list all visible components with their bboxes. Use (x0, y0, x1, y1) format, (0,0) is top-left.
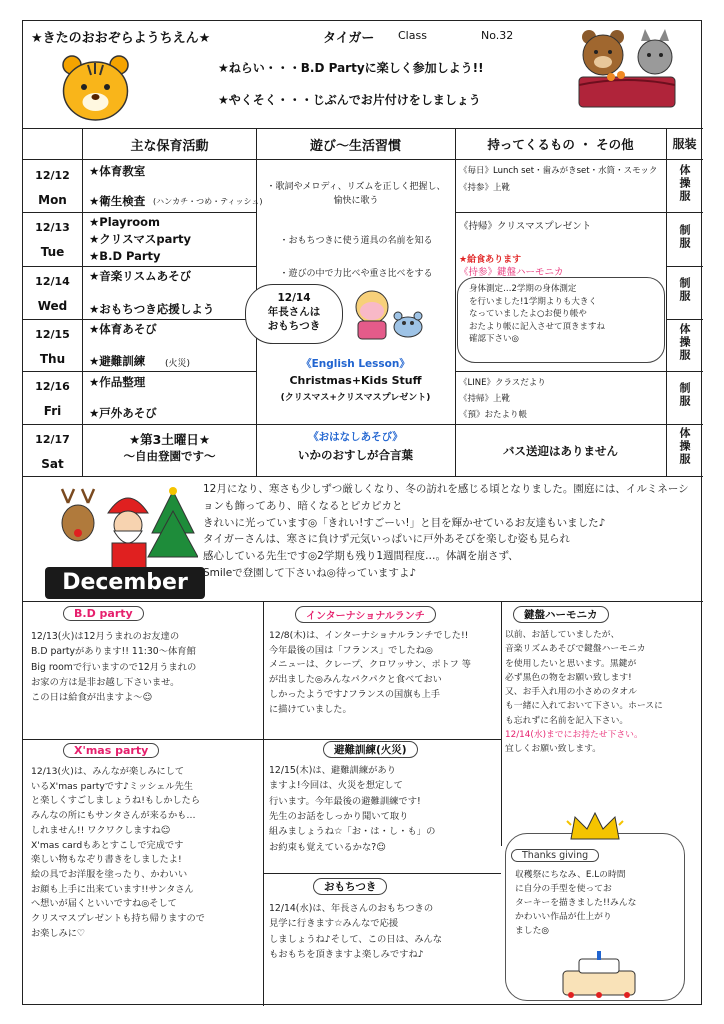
bring-tue-return: 《持帰》クリスマスプレゼント (459, 221, 592, 232)
activity-fri-1: ★作品整理 (89, 375, 146, 389)
activity-tue-2: ★クリスマスparty (89, 232, 192, 246)
mochi-speech-bubble: 12/14 年長さんは おもちつき (245, 284, 343, 344)
english-lesson-title: 《English Lesson》 (301, 358, 410, 370)
december-title: December (45, 567, 205, 599)
lunch-text: 12/8(木)は、インターナショナルランチでした!! 今年最後の国は「フランス」でしたね◎ メニューは、クレープ、クロワッサン、ポトフ 等 が出ました◎みんなパクパクと食べておい しかったようです♪フランスの国旗も上手 に描けていました。 (269, 630, 471, 715)
activity-mon-2: ★衛生検査 (89, 194, 146, 208)
header-uniform: 服装 (672, 137, 697, 151)
bring-mon-daily: 《毎日》Lunch set・歯みがきset・水筒・スモック (459, 166, 658, 176)
newsletter-page (22, 20, 702, 1005)
date-sat: 12/17 Sat (35, 433, 70, 471)
crown-icon (565, 809, 625, 843)
story-title: 《おはなしあそび》 (308, 431, 403, 443)
header-play: 遊び～生活習慣 (309, 139, 401, 154)
kenban-text: 以前、お話していましたが、 音楽リズムあそびで鍵盤ハーモニカ を使用したいと思います。黒鍵が 必ず黒色の物をお願い致します! 又、お手入れ用の小さめのタオル も一緒に入れておいて下さい。ホースに も忘れずに名前を記入下さい。 12/14(水)までにお持たせ下さい。 宜しくお願い致します。 (505, 630, 663, 754)
activity-sat-1: ★第3土曜日★ (128, 432, 211, 447)
drill-text: 12/15(木)は、避難訓練があり ますよ!今回は、火災を想定して 行います。今年最後の避難訓練です! 先生のお話をしっかり聞いて取り 組みましょうね☆「お・は・し・も」の お約束も覚えているかな?☺ (269, 765, 436, 853)
uniform-mon: 体操服 (678, 164, 691, 203)
issue-number: No.32 (481, 29, 514, 42)
activity-thu-note: (火災) (165, 359, 191, 369)
activity-mon-note: (ハンカチ・つめ・ティッシュ) (153, 197, 263, 206)
date-mon: 12/12 Mon (35, 169, 70, 207)
uniform-tue: 制服 (678, 224, 691, 250)
date-wed: 12/14 Wed (35, 275, 70, 313)
thanksgiving-text: 収穫祭にちなみ、E.Lの時間 に自分の手型を使ってお ターキーを描きました!!みんな かわいい作品が仕上がり ました◎ (515, 870, 637, 936)
bring-fri-notebook: 《預》おたより帳 (459, 410, 528, 420)
activity-wed-1: ★音楽リスムあそび (89, 269, 192, 283)
uniform-fri: 制服 (678, 382, 691, 408)
mochi-title: おもちつき (313, 878, 387, 895)
bd-party-title: B.D party (63, 606, 144, 621)
english-lesson-line2: (クリスマス+クリスマスプレゼント) (280, 393, 431, 403)
measurement-note: 身体測定…2学期の身体測定 を行いました!1学期よりも大きく なっていましたよ○お便り帳や おたより帳に記入させて頂きますね 確認下さい◎ (469, 284, 606, 345)
class-name: タイガー (323, 31, 375, 46)
bring-mon-carry: 《持参》上靴 (459, 183, 511, 193)
december-message: 12月になり、寒さも少しずつ厳しくなり、冬の訪れを感じる頃となりました。園庭には、イルミネーションも飾ってあり、暗くなるとピカピカと きれいに光っています◎「きれい!すごーい!」と目を輝かせているお友達もいました♪ タイガーさんは、寒さに負けず元気いっぱいに戸外あそびを楽しむ姿も見られ 感心している先生です◎2学期も残り1週間程度…。体調を崩さず、 Smileで登園して下さいね◎待っていますよ♪ (203, 483, 689, 579)
activity-tue-3: ★B.D Party (89, 249, 161, 263)
activity-mon-1: ★体育教室 (89, 164, 146, 178)
activity-tue-1: ★Playroom (89, 215, 161, 229)
xmas-party-text: 12/13(火)は、みんなが楽しみにして いるX'mas partyです♪ミッシェル先生 と楽しくすごしましょうね!もしかしたら みんなの所にもサンタさんが来るかも… しれません!! ワクワクしますね☺ X'mas cardもあとすこしで完成です 楽しい物もなぞり書きをしましたよ! 絵の具でお洋服を塗ったり、かわいい お顔も上手に出来ています!!サンタさん へ想いが届くといいですね◎そして クリスマスプレゼントも持ち帰りますので お楽しみに♡ (31, 766, 205, 939)
header-bring: 持ってくるもの ・ その他 (487, 137, 634, 152)
bring-sat-bus: バス送迎はありません (503, 444, 618, 458)
bring-fri-shoes: 《持帰》上靴 (459, 394, 511, 404)
bring-fri-line: 《LINE》クラスだより (459, 378, 546, 388)
birthday-cake-icon (551, 949, 647, 1001)
bring-wed-harmonica: 《持参》鍵盤ハーモニカ (459, 267, 564, 278)
activity-sat-2: ～自由登園です～ (123, 449, 216, 463)
play-item-3: ・遊びの中で力比べや重さ比べをする (279, 269, 433, 279)
activity-thu-2: ★避難訓練 (89, 354, 146, 368)
school-name: ★きたのおおぞらようちえん★ (31, 31, 211, 46)
lunch-title: インターナショナルランチ (295, 606, 436, 623)
xmas-party-title: X'mas party (63, 743, 159, 758)
tiger-face-illustration (58, 49, 133, 124)
uniform-thu: 体操服 (678, 323, 691, 362)
play-item-1: ・歌詞やメロディ、リズムを正しく把握し、愉快に歌う (266, 182, 446, 206)
bd-party-text: 12/13(火)は12月うまれのお友達の B.D partyがあります!! 11:30～体育館 Big roomで行いますので12月うまれの お家の方は是非お越し下さいませ。 この日は給食が出ますよ～☺ (31, 631, 197, 704)
bear-cat-kotatsu-illustration (571, 27, 681, 115)
activity-fri-2: ★戸外あそび (89, 406, 157, 420)
play-item-2: ・おもちつきに使う道具の名前を知る (279, 236, 433, 246)
drill-title: 避難訓練(火災) (323, 741, 418, 758)
date-thu: 12/15 Thu (35, 328, 70, 366)
activity-wed-2: ★おもちつき応援しよう (89, 302, 215, 316)
mochi-pounding-kids-illustration (348, 283, 428, 345)
bring-tue-lunch: ★給食あります (459, 255, 522, 265)
story-text: いかのおすしが合言葉 (298, 448, 413, 462)
santa-reindeer-tree-illustration (48, 483, 198, 575)
uniform-wed: 制服 (678, 277, 691, 303)
kenban-title: 鍵盤ハーモニカ (513, 606, 609, 623)
class-word: Class (398, 29, 427, 42)
promise-text: ★やくそく・・・じぶんでお片付けをしましょう (218, 93, 481, 107)
date-fri: 12/16 Fri (35, 380, 70, 418)
date-tue: 12/13 Tue (35, 221, 70, 259)
mochi-text: 12/14(水)は、年長さんのおもちつきの 見学に行きます☆みんなで応援 しましょうね♪そして、この日は、みんな もおもちを頂きますよ楽しみですね♪ (269, 903, 443, 960)
header-activities: 主な保育活動 (130, 139, 209, 154)
english-lesson-line1: Christmas+Kids Stuff (289, 374, 422, 387)
aim-text: ★ねらい・・・B.D Partyに楽しく参加しよう!! (218, 61, 484, 75)
activity-thu-1: ★体育あそび (89, 322, 157, 336)
thanksgiving-title: Thanks giving (511, 849, 599, 862)
uniform-sat: 体操服 (678, 427, 691, 466)
